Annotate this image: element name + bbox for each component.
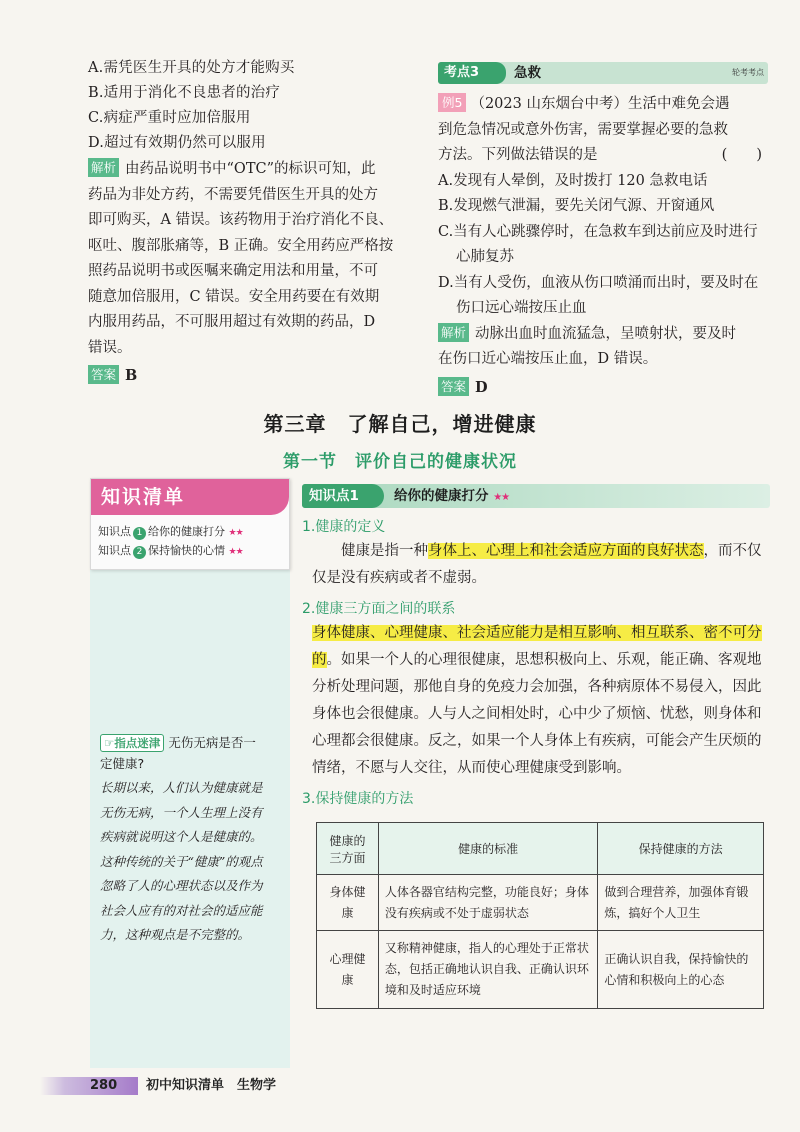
analysis-line: 即可购买，A 错误。该药物用于治疗消化不良、 [88,212,394,228]
pointer-icon: ☞ [104,736,115,750]
answer [88,363,428,389]
answer-value: D [475,378,488,396]
tip-line: 无伤无病，一个人生理上没有 [100,804,263,820]
tip-title: 定健康? [100,756,145,771]
analysis-line: 动脉出血时血流猛急，呈喷射状，要及时 [475,325,737,342]
text: 健康是指一种 [341,543,428,559]
tip-badge-label: 指点迷津 [114,736,161,750]
option-d: D.超过有效期仍然可以服用 [88,135,266,151]
option-b: B.发现燃气泄漏，要先关闭气源、开窗通风 [438,198,715,214]
analysis-line: 呕吐、腹部胀痛等，B 正确。安全用药应严格按 [88,237,394,254]
definition-paragraph [312,538,770,592]
option-d: D.当有人受伤，血液从伤口喷涌而出时，要及时在伤口远心端按压止血 [438,274,759,316]
answer-tag: 答案 [88,365,119,384]
subheading-definition: 1.健康的定义 [302,519,386,535]
analysis [438,322,768,373]
analysis-line: 照药品说明书或医嘱来确定用法和用量，不可 [88,263,378,279]
table-header: 健康的三方面 [317,823,379,875]
analysis-line: 药品为非处方药，不需要凭借医生开具的处方 [88,186,378,203]
example-tag: 例5 [438,93,466,112]
table-cell: 身体健康 [317,875,379,931]
highlight: 身体上、心理上和社会适应方面的良好状态 [428,543,704,559]
item-label: 给你的健康打分 [148,525,225,538]
option-a: A.发现有人晕倒，及时拨打 120 急救电话 [438,172,708,189]
tip-line: 这种传统的关于“健康”的观点 [100,853,263,869]
analysis-line: 在伤口近心端按压止血，D 错误。 [438,351,658,367]
tip-box [100,732,286,948]
health-table [316,822,764,1009]
table-cell: 心理健康 [317,931,379,1009]
question-line: 方法。下列做法错误的是 [438,147,598,163]
tip-line: 忽略了人的心理状态以及作为 [100,878,263,893]
analysis [88,157,428,361]
relation-paragraph [312,620,770,782]
table-header: 健康的标准 [378,823,597,875]
table-row [317,875,764,931]
item-prefix: 知识点 [98,544,131,557]
tip-badge [100,734,164,752]
analysis-line: 随意加倍服用，C 错误。安全用药要在有效期 [88,288,380,305]
table-cell: 人体各器官结构完整，功能良好；身体没有疾病或不处于虚弱状态 [378,875,597,931]
option-b: B.适用于消化不良患者的治疗 [88,85,281,101]
previous-example-block [88,56,428,389]
item-prefix: 知识点 [98,525,131,538]
option-c: C.病症严重时应加倍服用 [88,110,251,126]
chapter-title: 第三章 了解自己，增进健康 [263,412,537,436]
star-icon: ★★ [493,492,510,503]
analysis-line: 错误。 [88,339,132,356]
tip-line: 社会人应有的对社会的适应能 [100,902,263,918]
exam-point-3-block [438,62,768,401]
tip-header [100,732,286,774]
question-last-line [438,143,768,169]
answer [438,375,768,401]
book-title: 初中知识清单 生物学 [146,1078,277,1093]
exam-point-header [438,62,768,84]
analysis-line: 内服用药品，不可服用超过有效期的药品，D [88,314,376,330]
star-icon: ★★ [228,528,243,538]
knowledge-point-1-header [302,484,770,508]
example-question [438,92,768,169]
table-header-row [317,823,764,875]
table-header: 保持健康的方法 [598,823,764,875]
knowledge-list-item-1[interactable] [91,523,289,542]
knowledge-list-box [90,478,290,570]
table-cell: 又称精神健康，指人的心理处于正常状态，包括正确地认识自我、正确认识环境和及时适应环境 [378,931,597,1009]
question-line: （2023 山东烟台中考）生活中难免会遇 [470,96,730,112]
tip-line: 疾病就说明这个人是健康的。 [100,829,263,844]
analysis-tag: 解析 [88,158,119,177]
text: ，而不仅仅是没有疾病或者不虚弱。 [312,543,762,586]
table-cell: 做到合理营养，加强体育锻炼，搞好个人卫生 [598,875,764,931]
tip-body [100,776,286,948]
knowledge-point-tab: 知识点1 [302,484,384,508]
page-number: 280 [90,1078,118,1093]
knowledge-list-title: 知识清单 [91,479,289,515]
subheading-relation: 2.健康三方面之间的联系 [302,601,456,617]
answer-tag: 答案 [438,377,469,396]
exam-point-tab: 考点3 [438,62,506,84]
page-footer [40,1074,340,1098]
exam-point-note: 轮考考点 [732,68,764,77]
main-content [302,484,770,810]
item-label: 保持愉快的心情 [148,544,225,557]
number-badge: 1 [133,527,146,540]
exam-point-title: 急救 [514,65,541,81]
star-icon: ★★ [228,547,243,557]
answer-value: B [125,367,138,384]
option-c: C.当有人心跳骤停时，在急救车到达前应及时进行心肺复苏 [438,223,758,265]
table-cell: 正确认识自我，保持愉快的心情和积极向上的心态 [598,931,764,1009]
question-line: 到危急情况或意外伤害，需要掌握必要的急救 [438,121,728,138]
knowledge-list-item-2[interactable] [91,542,289,561]
number-badge: 2 [133,546,146,559]
answer-bracket: ( ) [721,147,762,163]
highlight: 身体健康、心理健康、社会适应能力是相互影响、相互联系、密不可分的 [312,625,762,668]
text: 。如果一个人的心理很健康，思想积极向上、乐观，能正确、客观地分析处理问题，那他自身的免疫力会加强，各种病原体不易侵入，因此身体也会很健康。人与人之间相处时，心中少了烦恼、忧愁，则身体和心理都会很健康。反之，如果一个人身体上有疾病，可能会产生厌烦的情绪，不愿与人交往，从而使心理健康受到影响。 [312,652,762,776]
option-a: A.需凭医生开具的处方才能购买 [88,60,295,76]
knowledge-point-title-text: 给你的健康打分 [394,488,489,504]
tip-line: 长期以来，人们认为健康就是 [100,780,263,795]
analysis-tag: 解析 [438,323,469,342]
knowledge-point-title [394,484,509,510]
table-row [317,931,764,1009]
tip-title: 无伤无病是否一 [168,735,256,750]
tip-line: 力，这种观点是不完整的。 [100,927,251,942]
section-title: 第一节 评价自己的健康状况 [283,452,517,472]
subheading-methods: 3.保持健康的方法 [302,791,414,807]
analysis-line: 由药品说明书中“OTC”的标识可知，此 [125,161,376,177]
